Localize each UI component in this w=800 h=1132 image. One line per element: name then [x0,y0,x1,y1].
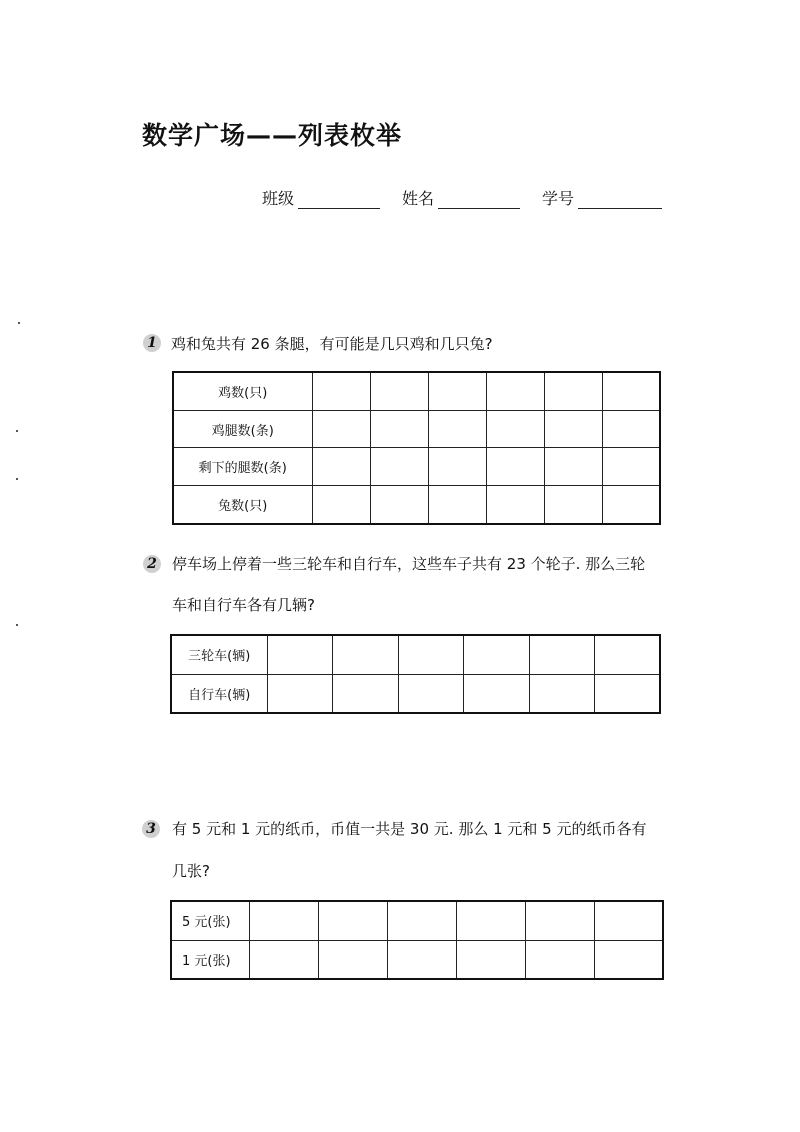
answer-cell[interactable] [595,635,661,674]
answer-cell[interactable] [428,448,486,486]
answer-cell[interactable] [525,901,594,940]
scan-speck [16,478,18,480]
answer-cell[interactable] [398,635,464,674]
answer-cell[interactable] [602,372,660,410]
answer-cell[interactable] [370,410,428,448]
question-2-text-line-1: 停车场上停着一些三轮车和自行车，这些车子共有 23 个轮子. 那么三轮 [172,555,646,573]
name-blank [438,192,520,209]
answer-cell[interactable] [398,674,464,713]
answer-cell[interactable] [464,674,530,713]
name-label: 姓名 [402,189,435,208]
answer-cell[interactable] [428,486,486,525]
answer-cell[interactable] [370,448,428,486]
answer-cell[interactable] [312,372,370,410]
scan-speck [18,322,20,324]
question-3-table [170,900,664,980]
row-label-chicken-count: 鸡数(只) [173,372,312,410]
row-label-bicycles: 自行车(辆) [171,674,267,713]
row-label-1-yuan-notes: 1 元(张) [171,940,249,979]
answer-cell[interactable] [312,410,370,448]
question-1-table [172,371,661,525]
answer-cell[interactable] [333,635,399,674]
answer-cell[interactable] [387,901,456,940]
row-label-remaining-legs: 剩下的腿数(条) [173,448,312,486]
row-label-rabbit-count: 兔数(只) [173,486,312,525]
answer-cell[interactable] [544,448,602,486]
answer-cell[interactable] [312,486,370,525]
answer-cell[interactable] [267,635,333,674]
table-row [171,674,660,713]
answer-cell[interactable] [387,940,456,979]
answer-cell[interactable] [486,410,544,448]
answer-cell[interactable] [544,486,602,525]
class-field [262,186,380,209]
row-label-chicken-legs: 鸡腿数(条) [173,410,312,448]
scan-speck [16,430,18,432]
answer-cell[interactable] [529,635,595,674]
row-label-tricycles: 三轮车(辆) [171,635,267,674]
name-field [402,186,520,209]
question-1-number: 1 [143,334,161,352]
scan-speck [16,624,18,626]
answer-cell[interactable] [544,372,602,410]
answer-cell[interactable] [602,486,660,525]
student-id-field [542,186,662,209]
table-row [171,635,660,674]
answer-cell[interactable] [464,635,530,674]
question-3-text-line-2: 几张? [172,862,210,880]
answer-cell[interactable] [267,674,333,713]
page-title: 数学广场——列表枚举 [142,121,403,150]
answer-cell[interactable] [486,448,544,486]
table-row [173,372,660,410]
student-id-label: 学号 [542,189,575,208]
answer-cell[interactable] [602,448,660,486]
answer-cell[interactable] [594,901,663,940]
table-row [173,410,660,448]
class-blank [298,192,380,209]
answer-cell[interactable] [525,940,594,979]
answer-cell[interactable] [249,940,318,979]
answer-cell[interactable] [602,410,660,448]
answer-cell[interactable] [486,486,544,525]
answer-cell[interactable] [428,410,486,448]
answer-cell[interactable] [312,448,370,486]
answer-cell[interactable] [249,901,318,940]
table-row [171,901,663,940]
answer-cell[interactable] [544,410,602,448]
question-3-number: 3 [142,820,160,838]
answer-cell[interactable] [456,901,525,940]
question-2-table [170,634,661,714]
question-3-text-line-1: 有 5 元和 1 元的纸币，币值一共是 30 元. 那么 1 元和 5 元的纸币各有 [172,820,647,838]
answer-cell[interactable] [529,674,595,713]
answer-cell[interactable] [595,674,661,713]
answer-cell[interactable] [456,940,525,979]
question-1-text: 鸡和兔共有 26 条腿，有可能是几只鸡和几只兔? [171,335,493,353]
answer-cell[interactable] [318,901,387,940]
answer-cell[interactable] [370,486,428,525]
answer-cell[interactable] [486,372,544,410]
answer-cell[interactable] [428,372,486,410]
answer-cell[interactable] [370,372,428,410]
answer-cell[interactable] [333,674,399,713]
student-id-blank [578,192,662,209]
class-label: 班级 [262,189,295,208]
question-2-number: 2 [143,555,161,573]
row-label-5-yuan-notes: 5 元(张) [171,901,249,940]
table-row [173,486,660,525]
table-row [173,448,660,486]
question-2-text-line-2: 车和自行车各有几辆? [172,596,315,614]
table-row [171,940,663,979]
answer-cell[interactable] [594,940,663,979]
answer-cell[interactable] [318,940,387,979]
